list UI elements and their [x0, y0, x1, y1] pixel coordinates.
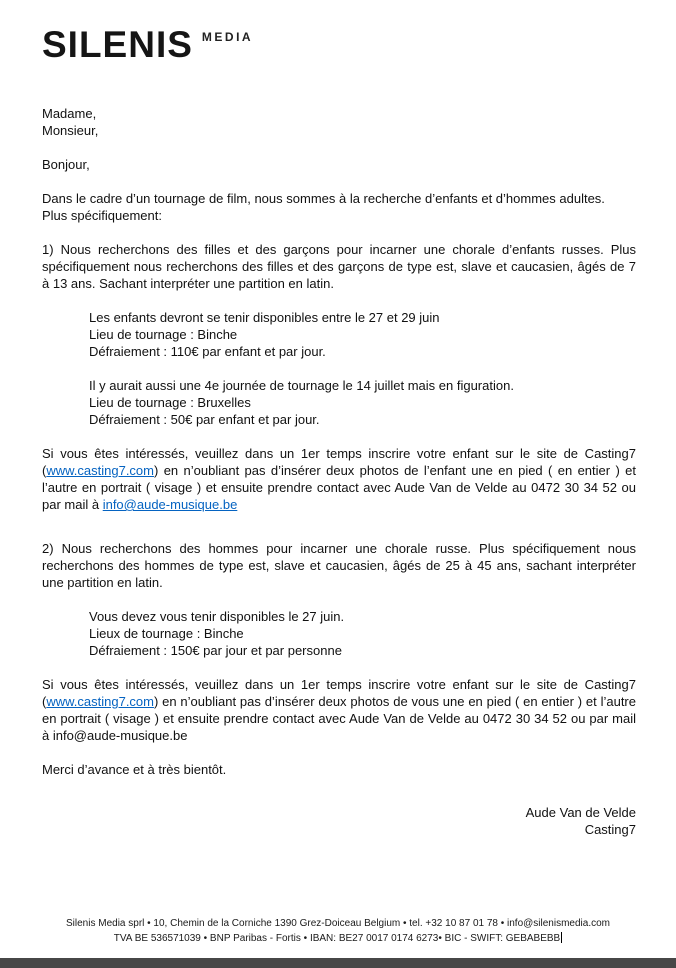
- letter-footer: [0, 916, 676, 946]
- contact2-text: Si vous êtes intéressés, veuillez dans un 1er temps inscrire votre enfant sur le site de Casting7 (: [42, 677, 636, 709]
- detail-line: Lieu de tournage : Binche: [89, 327, 238, 342]
- detail-line: Les enfants devront se tenir disponibles entre le 27 et 29 juin: [89, 310, 440, 325]
- section1-shoot2-details: [89, 377, 636, 428]
- detail-line: Défraiement : 110€ par enfant et par jour.: [89, 344, 326, 359]
- letter-body: [42, 105, 636, 838]
- contact1-text: ) en n’oubliant pas d’insérer deux photos de l’enfant une en pied ( en entier ) et l’autre en portrait ( visage ) et ensuite prendre contact avec Aude Van de Velde au 0472 30 34 52 ou par mail à: [42, 463, 636, 512]
- section2-shoot-details: [89, 608, 636, 659]
- greeting-line: Bonjour,: [42, 157, 90, 172]
- closing-line: Merci d’avance et à très bientôt.: [42, 762, 227, 777]
- greeting: [42, 156, 636, 173]
- contact2-text: ) en n’oubliant pas d’insérer deux photos de vous une en pied ( en entier ) et l’autre en portrait ( visage ) et ensuite prendre contact avec Aude Van de Velde au 0472 30 34 52 ou par mail à info@aude-musique.be: [42, 694, 636, 743]
- closing: [42, 761, 636, 778]
- section1-shoot1-details: [89, 309, 636, 360]
- intro: [42, 190, 636, 224]
- detail-line: Défraiement : 150€ par jour et par personne: [89, 643, 342, 658]
- detail-line: Lieu de tournage : Bruxelles: [89, 395, 251, 410]
- casting7-link[interactable]: www.casting7.com: [46, 694, 154, 709]
- logo-wordmark: SILENIS: [42, 24, 193, 65]
- salutation-line: Madame,: [42, 106, 97, 121]
- signature: [42, 804, 636, 838]
- logo-tagline: MEDIA: [201, 30, 254, 44]
- contact1-text: Si vous êtes intéressés, veuillez dans un 1er temps inscrire votre enfant sur le site de Casting7 (: [42, 446, 636, 478]
- text-caret: [561, 932, 562, 943]
- company-logo: [42, 26, 676, 63]
- window-bottom-edge: [0, 958, 676, 968]
- footer-line2: TVA BE 536571039 • BNP Paribas - Fortis • IBAN: BE27 0017 0174 6273• BIC - SWIFT: GEBABEBB: [113, 933, 561, 944]
- detail-line: Il y aurait aussi une 4e journée de tournage le 14 juillet mais en figuration.: [89, 378, 514, 393]
- contact-paragraph-2: [42, 676, 636, 744]
- detail-line: Lieux de tournage : Binche: [89, 626, 244, 641]
- signature-role: Casting7: [584, 822, 636, 837]
- footer-line1: Silenis Media sprl • 10, Chemin de la Corniche 1390 Grez-Doiceau Belgium • tel. +32 10 87 01 78 • info@silenismedia.com: [66, 918, 610, 929]
- detail-line: Défraiement : 50€ par enfant et par jour.: [89, 412, 320, 427]
- intro-line: Plus spécifiquement:: [42, 208, 162, 223]
- email-link[interactable]: info@aude-musique.be: [102, 497, 238, 512]
- salutation: [42, 105, 636, 139]
- casting7-link[interactable]: www.casting7.com: [46, 463, 154, 478]
- salutation-line: Monsieur,: [42, 123, 99, 138]
- contact-paragraph-1: [42, 445, 636, 513]
- section2-paragraph: 2) Nous recherchons des hommes pour incarner une chorale russe. Plus spécifiquement nous recherchons des hommes de type est, slave et caucasien, âgés de 25 à 45 ans, sachant interpréter une partition en latin.: [42, 541, 636, 590]
- intro-line: Dans le cadre d’un tournage de film, nous sommes à la recherche d’enfants et d’hommes adultes.: [42, 191, 605, 206]
- detail-line: Vous devez vous tenir disponibles le 27 juin.: [89, 609, 345, 624]
- section1-paragraph: 1) Nous recherchons des filles et des garçons pour incarner une chorale d’enfants russes. Plus spécifiquement nous recherchons des filles et des garçons de type est, slave et caucasien, âgés de 7 à 13 ans. Sachant interpréter une partition en latin.: [42, 242, 636, 291]
- signature-name: Aude Van de Velde: [525, 805, 636, 820]
